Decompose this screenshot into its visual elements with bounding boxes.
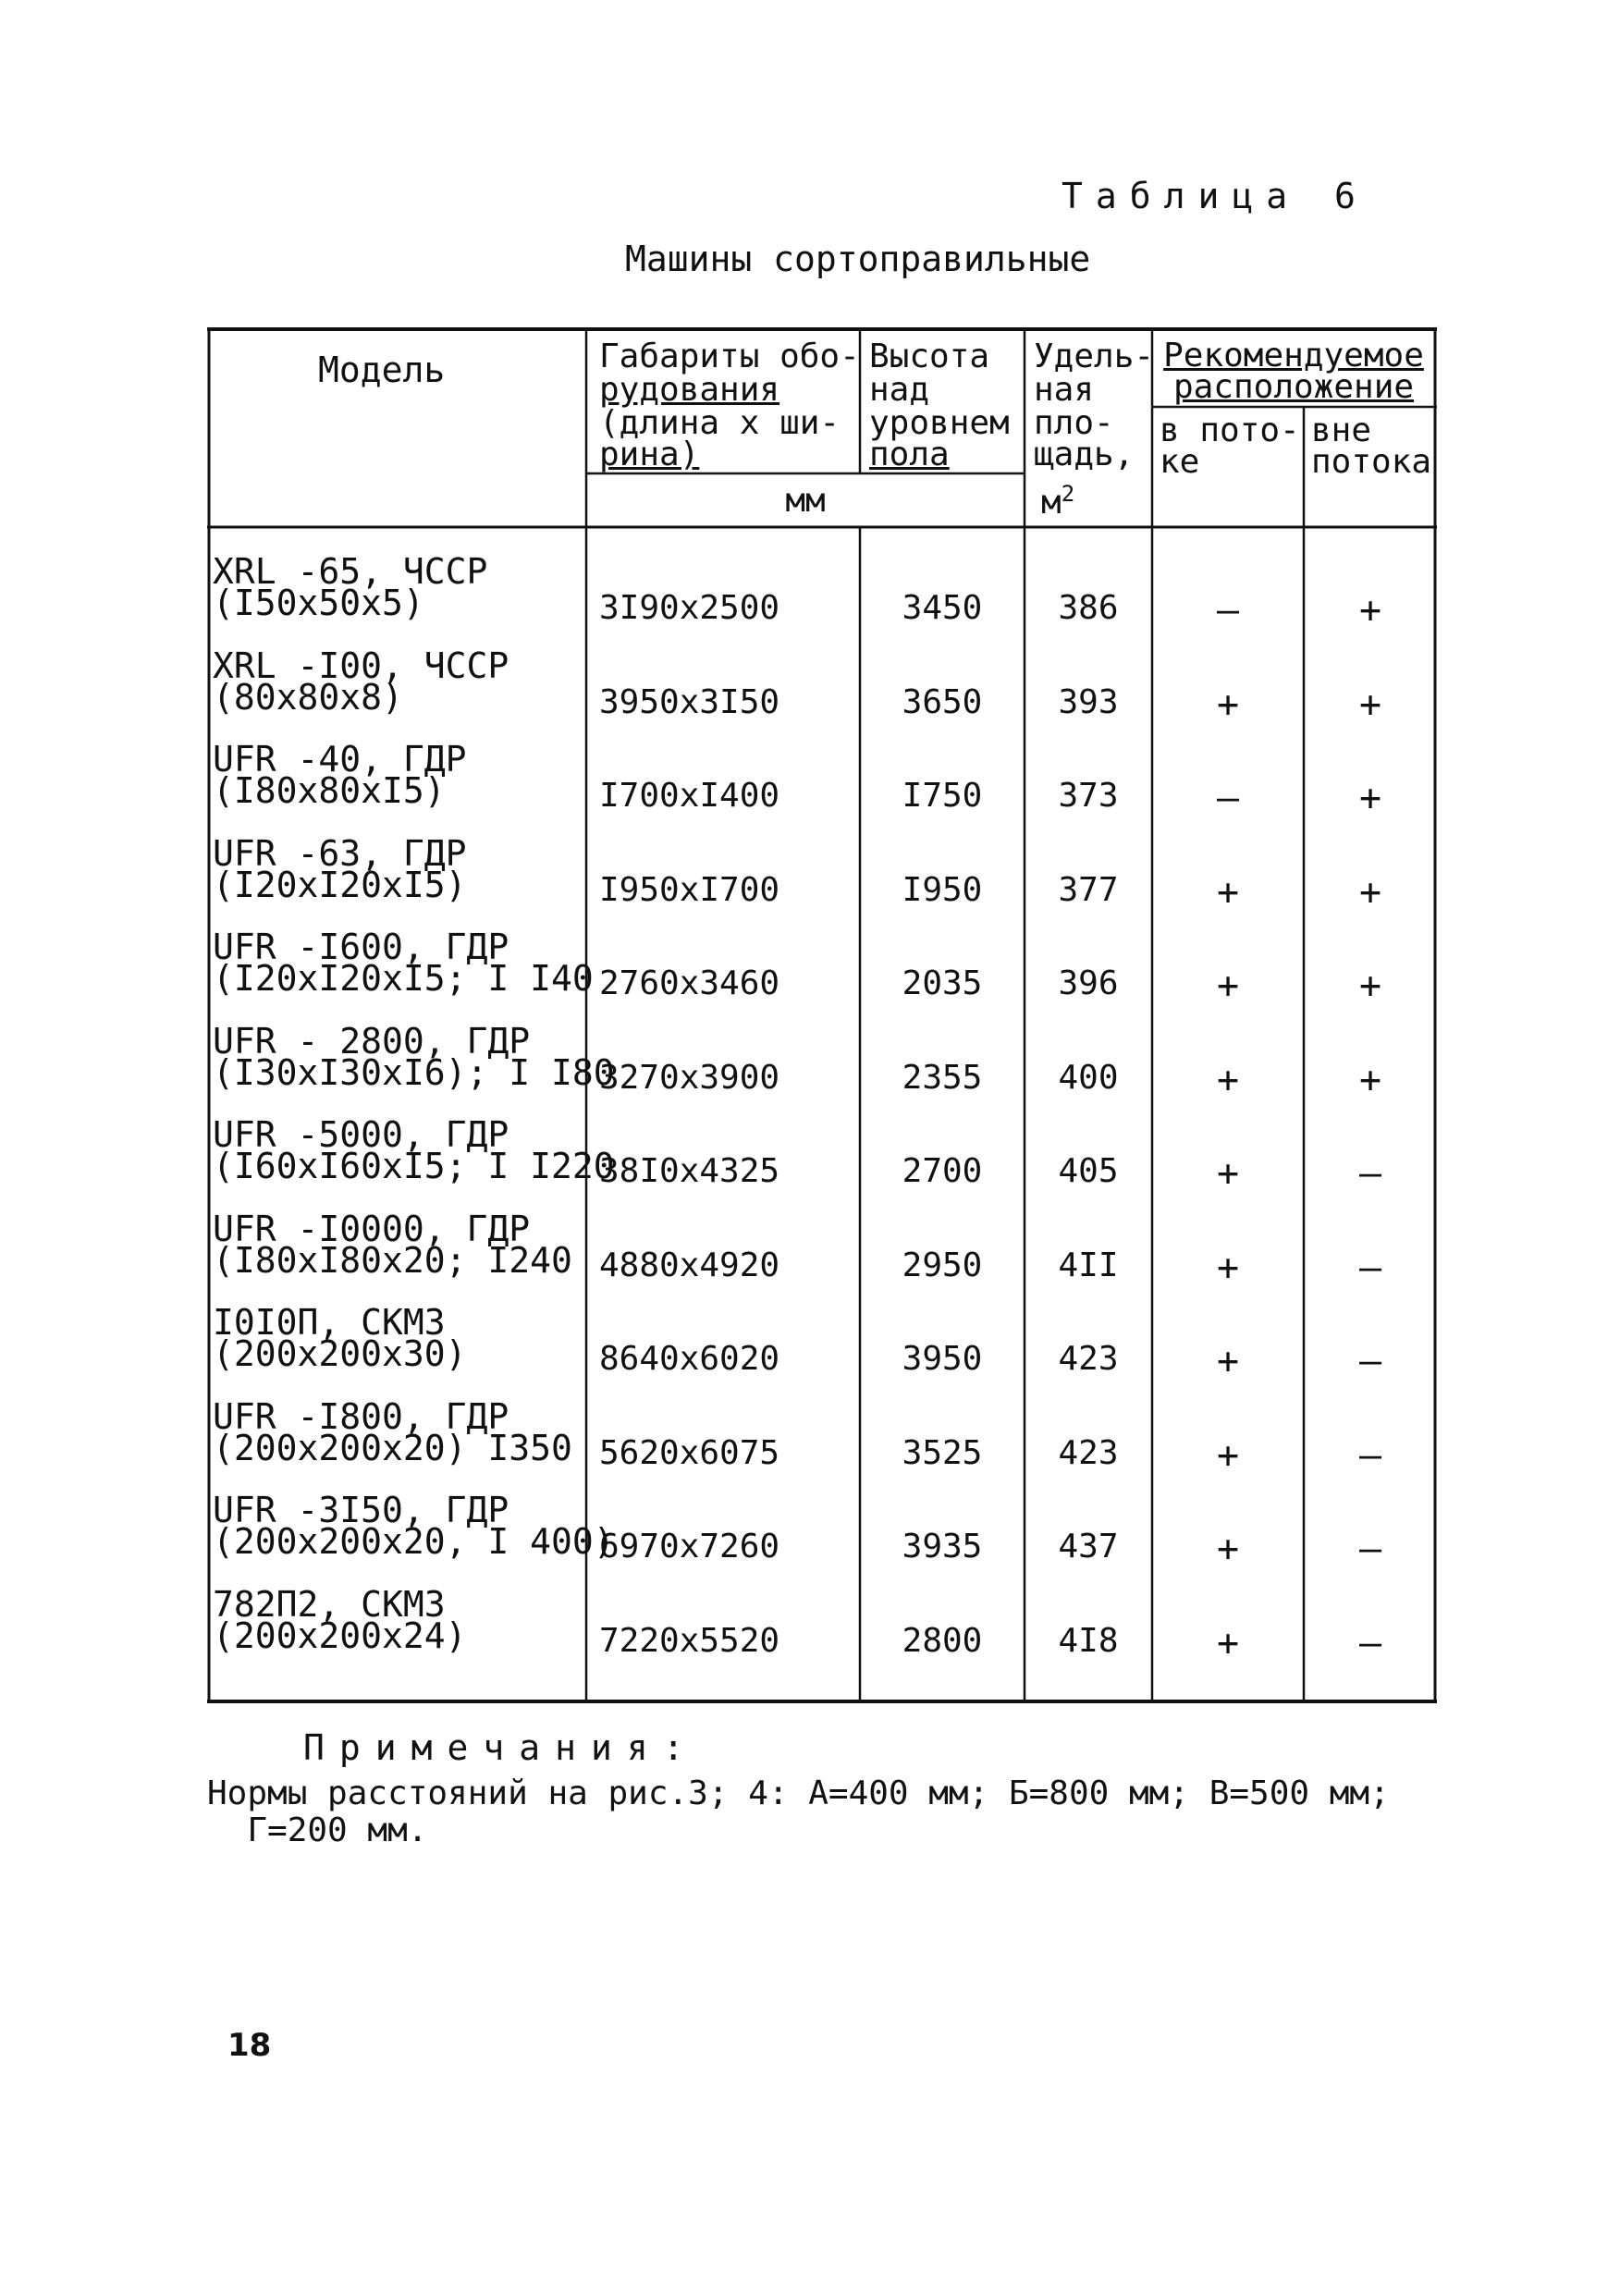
row-model-line-2: (I80xI80x20; I240 bbox=[213, 1240, 572, 1281]
row-height: 2950 bbox=[902, 1246, 983, 1284]
row-area: 400 bbox=[1058, 1059, 1119, 1097]
row-height: 2800 bbox=[902, 1622, 983, 1660]
row-out-flow: + bbox=[1358, 777, 1382, 819]
row-out-flow: – bbox=[1358, 1528, 1382, 1570]
row-model-line-1: UFR -3I50, ГДР bbox=[213, 1490, 509, 1530]
table-title: Машины сортоправильные bbox=[625, 239, 1091, 279]
row-model-line-2: (80x80x8) bbox=[213, 677, 403, 718]
header-area-l2: ная bbox=[1034, 371, 1095, 409]
machines-table bbox=[207, 325, 1437, 1705]
row-height: 3950 bbox=[902, 1340, 983, 1378]
row-in-flow: – bbox=[1216, 589, 1240, 632]
row-dimensions: 5620x6075 bbox=[599, 1434, 780, 1472]
notes-line-1: Нормы расстояний на рис.3; 4: А=400 мм; Б=800 мм; В=500 мм; bbox=[207, 1774, 1390, 1812]
row-in-flow: + bbox=[1216, 1434, 1240, 1477]
row-height: 2035 bbox=[902, 964, 983, 1002]
row-dimensions: 6970x7260 bbox=[599, 1528, 780, 1565]
row-model-line-1: XRL -65, ЧССР bbox=[213, 551, 488, 592]
header-height-l1: Высота bbox=[869, 338, 990, 375]
row-model-line-2: (I30xI30xI6); I I80 bbox=[213, 1052, 615, 1093]
page-number: 18 bbox=[227, 2027, 272, 2064]
row-model-line-2: (I50x50x5) bbox=[213, 583, 424, 623]
row-dimensions: 7220x5520 bbox=[599, 1622, 780, 1660]
table-label: Таблица 6 bbox=[1062, 176, 1368, 216]
row-area: 437 bbox=[1058, 1528, 1119, 1565]
row-in-flow: + bbox=[1216, 1059, 1240, 1101]
header-height-l4: пола bbox=[869, 436, 950, 473]
header-area-l4: щадь, bbox=[1034, 436, 1135, 473]
row-model-line-1: UFR -I0000, ГДР bbox=[213, 1209, 531, 1249]
header-area-unit bbox=[1041, 477, 1074, 520]
row-out-flow: – bbox=[1358, 1340, 1382, 1382]
header-dimensions-l3: (длина x ши- bbox=[599, 404, 841, 442]
header-height-l3: уровнем bbox=[869, 404, 1010, 442]
row-height: 3450 bbox=[902, 589, 983, 627]
header-placement: Рекомендуемое расположение bbox=[1163, 337, 1424, 406]
header-in-flow-l1: в пото- bbox=[1160, 411, 1300, 449]
row-model-line-1: UFR - 2800, ГДР bbox=[213, 1021, 531, 1062]
row-out-flow: + bbox=[1358, 1059, 1382, 1101]
row-model-line-1: UFR -5000, ГДР bbox=[213, 1114, 509, 1155]
header-area-l1: Удель- bbox=[1034, 338, 1155, 375]
row-out-flow: – bbox=[1358, 1622, 1382, 1664]
header-in-flow-l2: ке bbox=[1160, 443, 1200, 481]
row-out-flow: + bbox=[1358, 683, 1382, 726]
row-dimensions: 4880x4920 bbox=[599, 1246, 780, 1284]
row-height: 2355 bbox=[902, 1059, 983, 1097]
row-out-flow: – bbox=[1358, 1246, 1382, 1289]
row-area: 405 bbox=[1058, 1152, 1119, 1190]
header-dimensions-l4: рина) bbox=[599, 436, 700, 473]
row-in-flow: + bbox=[1216, 871, 1240, 914]
row-dimensions: 2760x3460 bbox=[599, 964, 780, 1002]
row-height: 2700 bbox=[902, 1152, 983, 1190]
row-model-line-1: I0I0П, СКМЗ bbox=[213, 1302, 446, 1343]
header-model: Модель bbox=[318, 350, 446, 390]
row-area: 386 bbox=[1058, 589, 1119, 627]
row-model-line-2: (I60xI60xI5; I I220 bbox=[213, 1146, 615, 1186]
header-area-sup: 2 bbox=[1061, 481, 1075, 507]
row-model-line-2: (200x200x30) bbox=[213, 1333, 467, 1374]
row-area: 423 bbox=[1058, 1434, 1119, 1472]
row-out-flow: – bbox=[1358, 1152, 1382, 1195]
row-dimensions: 3I90x2500 bbox=[599, 589, 780, 627]
row-in-flow: + bbox=[1216, 1340, 1240, 1382]
row-model-line-1: XRL -I00, ЧССР bbox=[213, 645, 509, 686]
row-area: 4II bbox=[1058, 1246, 1119, 1284]
row-dimensions: I700xI400 bbox=[599, 777, 780, 815]
header-out-flow-l1: вне bbox=[1311, 411, 1372, 449]
row-out-flow: + bbox=[1358, 964, 1382, 1007]
row-model-line-2: (I20xI20xI5) bbox=[213, 865, 467, 905]
row-model-line-2: (200x200x20) I350 bbox=[213, 1428, 572, 1468]
row-height: I950 bbox=[902, 871, 983, 909]
row-model-line-1: UFR -63, ГДР bbox=[213, 833, 467, 874]
row-area: 423 bbox=[1058, 1340, 1119, 1378]
header-area-l5: м bbox=[1041, 484, 1062, 522]
row-model-line-2: (200x200x24) bbox=[213, 1615, 467, 1656]
row-in-flow: + bbox=[1216, 964, 1240, 1007]
row-model-line-1: UFR -I800, ГДР bbox=[213, 1396, 509, 1437]
header-dimensions-l2: рудования bbox=[599, 371, 780, 409]
row-model-line-1: UFR -40, ГДР bbox=[213, 739, 467, 780]
row-in-flow: + bbox=[1216, 1528, 1240, 1570]
row-area: 393 bbox=[1058, 683, 1119, 721]
row-height: 3525 bbox=[902, 1434, 983, 1472]
notes-heading: Примечания: bbox=[303, 1727, 699, 1768]
row-model-line-2: (I80x80xI5) bbox=[213, 770, 446, 811]
row-height: 3935 bbox=[902, 1528, 983, 1565]
row-model-line-1: UFR -I600, ГДР bbox=[213, 927, 509, 967]
row-model-line-2: (I20xI20xI5; I I40 bbox=[213, 958, 594, 999]
row-out-flow: + bbox=[1358, 589, 1382, 632]
header-area-l3: пло- bbox=[1034, 404, 1114, 442]
row-dimensions: 8640x6020 bbox=[599, 1340, 780, 1378]
row-height: 3650 bbox=[902, 683, 983, 721]
header-out-flow-l2: потока bbox=[1311, 443, 1432, 481]
notes-line-2: Г=200 мм. bbox=[207, 1811, 428, 1849]
row-in-flow: + bbox=[1216, 1246, 1240, 1289]
row-dimensions: 3950x3I50 bbox=[599, 683, 780, 721]
row-model-line-1: 782П2, СКМЗ bbox=[213, 1584, 446, 1625]
row-out-flow: – bbox=[1358, 1434, 1382, 1477]
header-height-l2: над bbox=[869, 371, 930, 409]
row-in-flow: + bbox=[1216, 683, 1240, 726]
row-model-line-2: (200x200x20, I 400) bbox=[213, 1521, 615, 1562]
row-dimensions: 38I0x4325 bbox=[599, 1152, 780, 1190]
row-area: 377 bbox=[1058, 871, 1119, 909]
row-in-flow: + bbox=[1216, 1622, 1240, 1664]
row-in-flow: – bbox=[1216, 777, 1240, 819]
row-dimensions: I950xI700 bbox=[599, 871, 780, 909]
row-area: 373 bbox=[1058, 777, 1119, 815]
row-area: 4I8 bbox=[1058, 1622, 1119, 1660]
row-in-flow: + bbox=[1216, 1152, 1240, 1195]
row-out-flow: + bbox=[1358, 871, 1382, 914]
row-area: 396 bbox=[1058, 964, 1119, 1002]
notes-body bbox=[207, 1775, 1390, 1849]
header-mm: мм bbox=[785, 482, 826, 520]
header-dimensions-l1: Габариты обо- bbox=[599, 338, 860, 375]
row-dimensions: 3270x3900 bbox=[599, 1059, 780, 1097]
row-height: I750 bbox=[902, 777, 983, 815]
